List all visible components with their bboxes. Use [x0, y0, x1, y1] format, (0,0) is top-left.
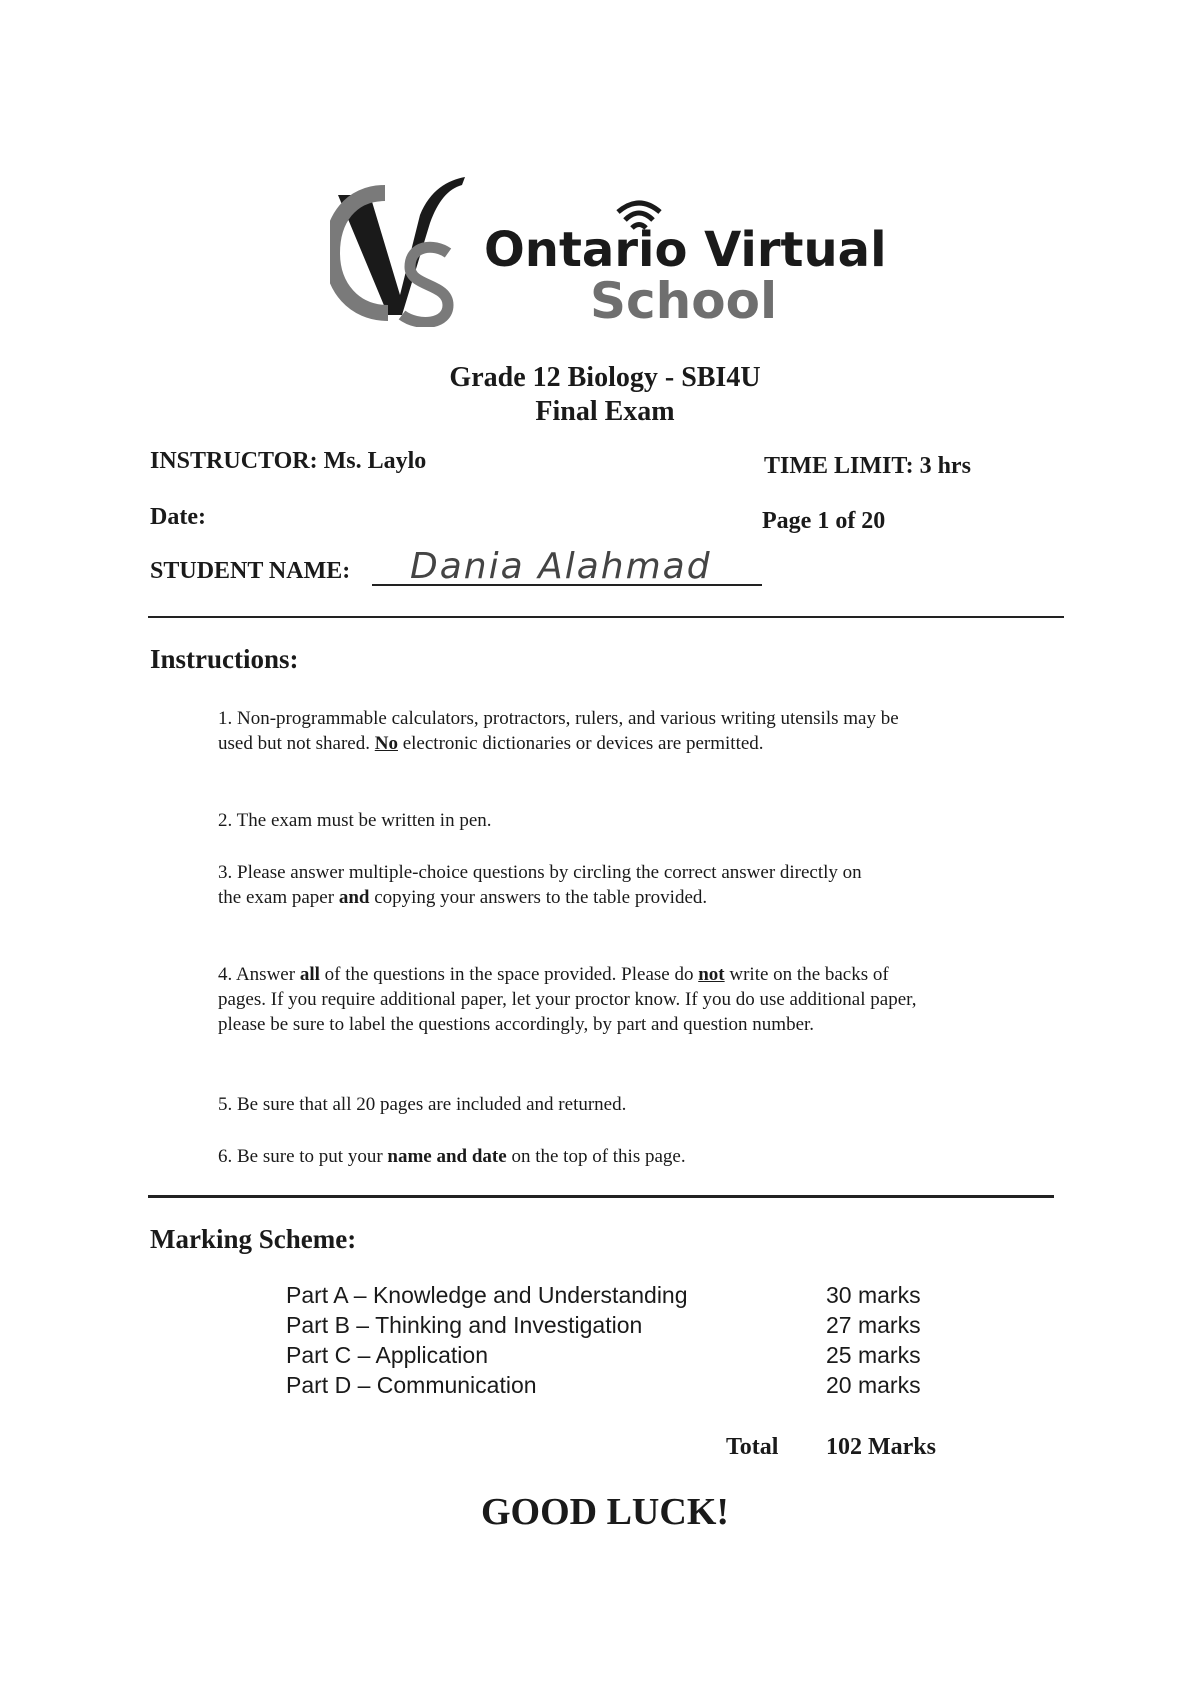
instructor-label: INSTRUCTOR: Ms. Laylo — [150, 448, 427, 474]
marking-row-marks: 30 marks — [826, 1282, 921, 1308]
instruction-item-6: 6. Be sure to put your name and date on the top of this page. — [218, 1146, 686, 1167]
time-limit-label: TIME LIMIT: 3 hrs — [764, 453, 971, 479]
course-title: Grade 12 Biology - SBI4U — [449, 362, 761, 393]
marking-row-part: Part D – Communication — [286, 1372, 537, 1398]
marking-row-part: Part B – Thinking and Investigation — [286, 1312, 643, 1338]
instructions-heading: Instructions: — [150, 644, 299, 674]
instruction-item-1: 1. Non-programmable calculators, protractors, rulers, and various writing utensils may be used but not shared. No electronic dictionaries or devices are permitted. — [218, 708, 899, 754]
total-label: Total — [726, 1434, 779, 1460]
student-name-label: STUDENT NAME: — [150, 558, 351, 584]
emphasis-no: No — [374, 733, 398, 754]
marking-scheme-heading: Marking Scheme: — [150, 1224, 357, 1254]
marking-row-marks: 20 marks — [826, 1372, 921, 1398]
marking-row-marks: 25 marks — [826, 1342, 921, 1368]
total-value: 102 Marks — [826, 1434, 936, 1460]
divider — [148, 1195, 1054, 1198]
instruction-number: 5. — [218, 1094, 233, 1115]
vs-monogram-logo — [330, 175, 470, 327]
instruction-item-4: 4. Answer all of the questions in the space provided. Please do not write on the backs of pages. If you require additional paper, let your proctor know. If you do use additional paper, please be sure to label the questions accordingly, by part and question number. — [218, 964, 917, 1035]
exam-title: Final Exam — [535, 396, 675, 427]
instruction-item-5: 5. Be sure that all 20 pages are included and returned. — [218, 1094, 627, 1115]
instruction-number: 2. — [218, 810, 233, 831]
marking-row-part: Part A – Knowledge and Understanding — [286, 1282, 688, 1308]
logo-name-line2: School — [590, 272, 778, 330]
instruction-number: 6. — [218, 1146, 233, 1167]
instruction-item-3: 3. Please answer multiple-choice questions by circling the correct answer directly on the exam paper and copying your answers to the table provided. — [218, 862, 862, 908]
marking-row-part: Part C – Application — [286, 1342, 489, 1368]
student-name-handwritten: Dania Alahmad — [410, 546, 712, 587]
instruction-number: 3. — [218, 862, 233, 883]
divider — [148, 616, 1064, 618]
date-label: Date: — [150, 504, 206, 530]
logo-name-line1: Ontario Virtual — [484, 222, 887, 278]
marking-row-marks: 27 marks — [826, 1312, 921, 1338]
instruction-number: 1. — [218, 708, 233, 729]
good-luck: GOOD LUCK! — [480, 1491, 730, 1533]
instruction-number: 4. — [218, 964, 233, 985]
page-number: Page 1 of 20 — [762, 508, 886, 534]
instruction-item-2: 2. The exam must be written in pen. — [218, 810, 492, 831]
